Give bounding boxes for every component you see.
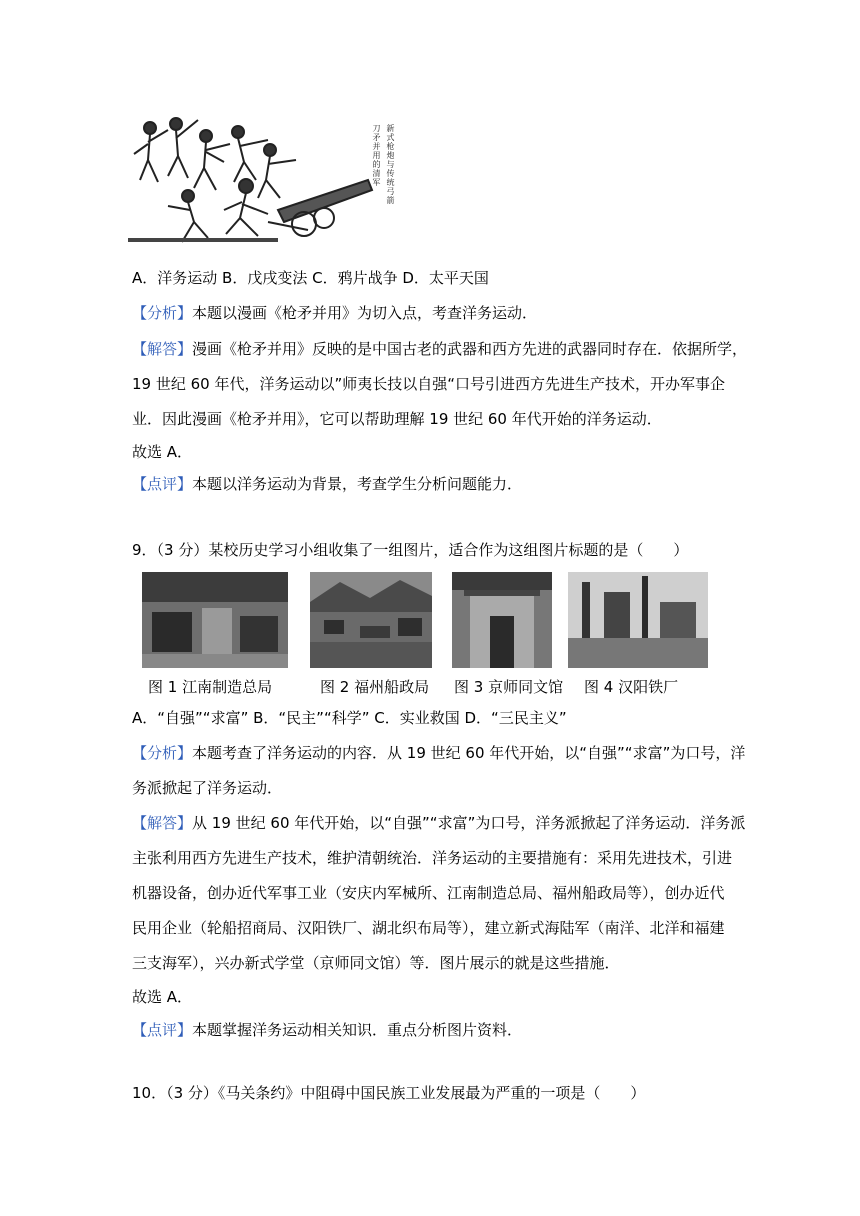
q9-analysis-line-2: 务派掀起了洋务运动． bbox=[132, 779, 283, 797]
photo-caption-3: 图 3 京师同文馆 bbox=[454, 678, 564, 696]
q9-comment-text: 本题掌握洋务运动相关知识．重点分析图片资料． bbox=[192, 1021, 523, 1039]
q9-choice: 故选 A． bbox=[132, 988, 193, 1006]
q9-comment bbox=[132, 1020, 522, 1040]
q8-analysis-text: 本题以漫画《枪矛并用》为切入点，考查洋务运动． bbox=[192, 304, 538, 322]
q8-choice: 故选 A． bbox=[132, 443, 193, 461]
cartoon-caption-col1: 新式枪炮与传统弓箭 bbox=[386, 124, 395, 205]
q8-comment-tag: 【点评】 bbox=[132, 475, 193, 493]
q9-answer-line-4: 民用企业（轮船招商局、汉阳铁厂、湖北织布局等），建立新式海陆军（南洋、北洋和福建 bbox=[132, 919, 725, 937]
q8-answer-line-2: 19 世纪 60 年代，洋务运动以”师夷长技以自强“口号引进西方先进生产技术，开办军事企 bbox=[132, 375, 726, 393]
q9-stem: 9．（3 分）某校历史学习小组收集了一组图片，适合作为这组图片标题的是（ ） bbox=[132, 541, 689, 559]
q9-answer-tag: 【解答】 bbox=[132, 814, 193, 832]
cartoon-caption-col2: 刀矛并用的清军 bbox=[372, 124, 381, 187]
q8-comment bbox=[132, 474, 522, 494]
q10-stem: 10．（3 分）《马关条约》中阻碍中国民族工业发展最为严重的一项是（ ） bbox=[132, 1084, 646, 1102]
photo-hanyang-ironworks bbox=[568, 572, 708, 668]
q8-comment-text: 本题以洋务运动为背景，考查学生分析问题能力． bbox=[192, 475, 523, 493]
q9-photo-row bbox=[140, 572, 720, 697]
photo-caption-2: 图 2 福州船政局 bbox=[320, 678, 430, 696]
q8-answer-line-1 bbox=[132, 339, 747, 359]
q9-answer-line-1 bbox=[132, 813, 745, 833]
q8-answer-text-1: 漫画《枪矛并用》反映的是中国古老的武器和西方先进的武器同时存在．依据所学， bbox=[192, 340, 748, 358]
q9-answer-line-2: 主张利用西方先进生产技术，维护清朝统治．洋务运动的主要措施有：采用先进技术，引进 bbox=[132, 849, 733, 867]
q9-analysis-line-1 bbox=[132, 743, 745, 763]
q9-answer-text-1: 从 19 世纪 60 年代开始，以“自强”“求富”为口号，洋务派掀起了洋务运动．洋务派 bbox=[192, 814, 746, 832]
q9-answer-line-5: 三支海军），兴办新式学堂（京师同文馆）等．图片展示的就是这些措施． bbox=[132, 954, 620, 972]
q9-comment-tag: 【点评】 bbox=[132, 1021, 193, 1039]
q9-answer-line-3: 机器设备，创办近代军事工业（安庆内军械所、江南制造总局、福州船政局等），创办近代 bbox=[132, 884, 725, 902]
cartoon-caption bbox=[355, 124, 395, 205]
q9-analysis-text-1: 本题考查了洋务运动的内容．从 19 世纪 60 年代开始，以“自强”“求富”为口号，洋 bbox=[192, 744, 746, 762]
q9-options: A．“自强”“求富” B．“民主”“科学” C．实业救国 D．“三民主义” bbox=[132, 709, 567, 727]
q9-analysis-tag: 【分析】 bbox=[132, 744, 193, 762]
q8-answer-tag: 【解答】 bbox=[132, 340, 193, 358]
photo-jiangnan-arsenal bbox=[142, 572, 288, 668]
photo-tongwen-guan bbox=[452, 572, 552, 668]
q8-analysis bbox=[132, 303, 537, 323]
photo-caption-1: 图 1 江南制造总局 bbox=[148, 678, 273, 696]
photo-caption-4: 图 4 汉阳铁厂 bbox=[584, 678, 679, 696]
q8-answer-line-3: 业．因此漫画《枪矛并用》，它可以帮助理解 19 世纪 60 年代开始的洋务运动． bbox=[132, 410, 662, 428]
q8-analysis-tag: 【分析】 bbox=[132, 304, 193, 322]
q8-options: A．洋务运动 B．戊戌变法 C．鸦片战争 D．太平天国 bbox=[132, 269, 489, 287]
photo-fuzhou-navy-yard bbox=[310, 572, 432, 668]
